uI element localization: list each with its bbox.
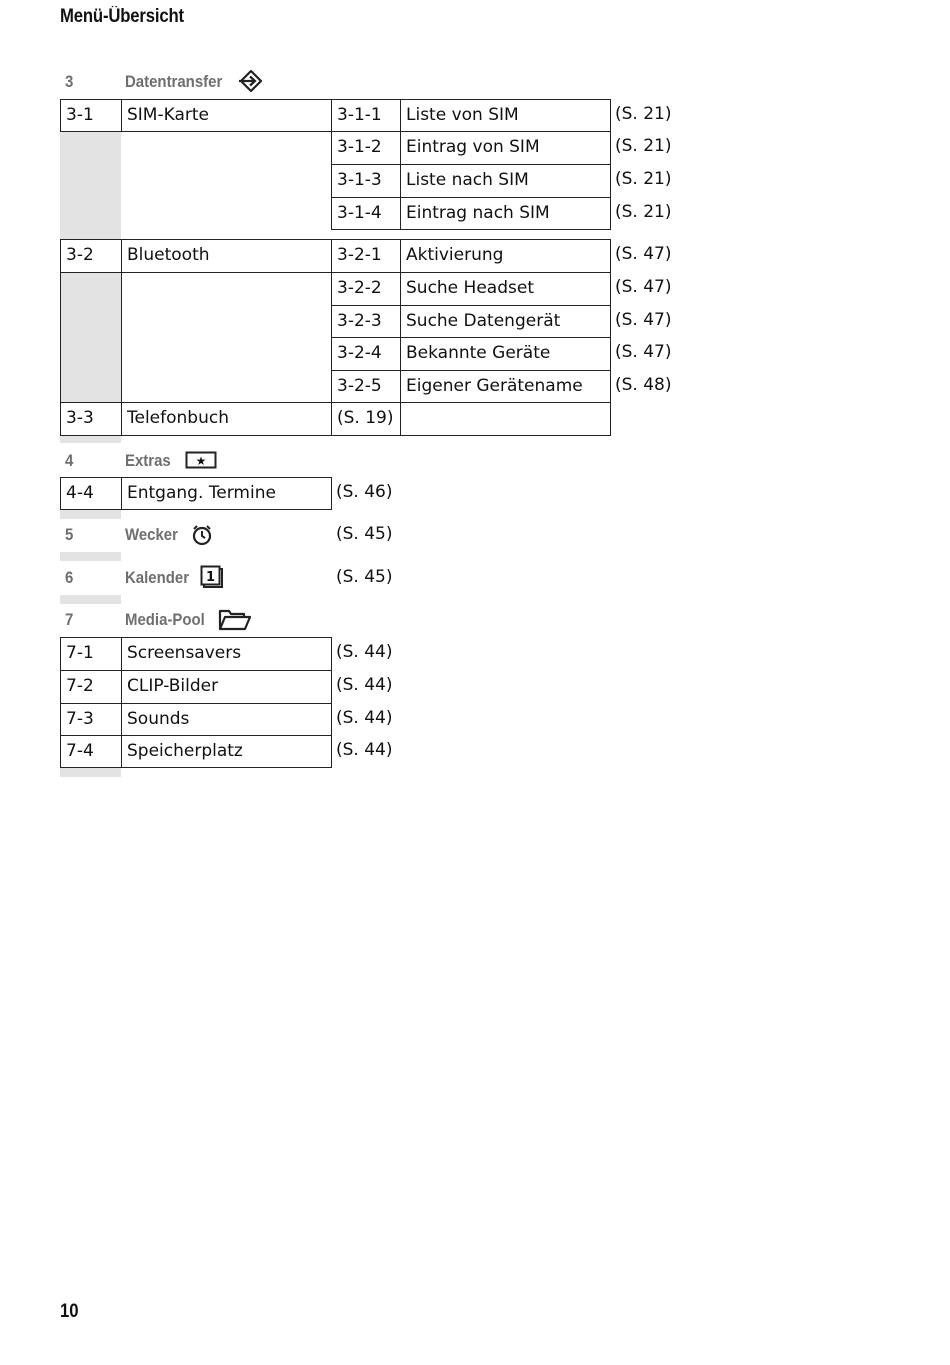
section-number: 7 [65, 610, 74, 629]
svg-text:1: 1 [205, 570, 216, 585]
menu-id: 7-3 [60, 703, 122, 736]
row-spacer [60, 552, 121, 561]
submenu-id: 3-1-4 [331, 197, 401, 230]
page-reference: (S. 45) [336, 567, 393, 587]
menu-id: 3-1 [60, 99, 122, 132]
submenu-id: 3-1-3 [331, 164, 401, 198]
menu-label: SIM-Karte [121, 99, 332, 132]
menu-id: 3-2 [60, 239, 122, 273]
row-left-border [60, 272, 61, 403]
submenu-label: Bekannte Geräte [400, 337, 611, 371]
menu-label: Screensavers [121, 637, 332, 671]
page-reference: (S. 21) [615, 169, 672, 189]
section-number: 5 [65, 525, 74, 544]
page-reference: (S. 47) [615, 310, 672, 330]
submenu-label: Eigener Gerätename [400, 370, 611, 403]
star-key-icon [185, 451, 217, 469]
menu-label-continuation [121, 272, 332, 403]
page-reference: (S. 48) [615, 375, 672, 395]
page-reference: (S. 47) [615, 244, 672, 264]
row-spacer [60, 509, 121, 519]
menu-label: Sounds [121, 703, 332, 736]
menu-label: CLIP-Bilder [121, 670, 332, 704]
menu-id: 3-3 [60, 402, 122, 436]
submenu-id: 3-1-1 [331, 99, 401, 132]
submenu-id: 3-2-4 [331, 337, 401, 371]
svg-text:★: ★ [195, 454, 207, 468]
row-spacer [60, 767, 121, 777]
submenu-id: 3-2-3 [331, 305, 401, 338]
submenu-label: Liste von SIM [400, 99, 611, 132]
page-number: 10 [60, 1301, 79, 1322]
page-reference: (S. 44) [336, 675, 393, 695]
section-number: 3 [65, 72, 74, 91]
submenu-id: 3-2-2 [331, 272, 401, 306]
row-spacer [60, 435, 121, 443]
menu-label: Speicherplatz [121, 735, 332, 768]
empty-cell [400, 402, 611, 436]
menu-label: Telefonbuch [121, 402, 332, 436]
section-title: Extras [125, 451, 171, 470]
folder-icon [218, 608, 252, 632]
row-spacer [60, 271, 121, 403]
page-reference: (S. 21) [615, 202, 672, 222]
menu-label: Entgang. Termine [121, 477, 332, 510]
page-reference: (S. 19) [331, 402, 401, 436]
alarm-clock-icon [191, 524, 213, 546]
page-reference: (S. 44) [336, 642, 393, 662]
page-reference: (S. 21) [615, 104, 672, 124]
page-reference: (S. 44) [336, 740, 393, 760]
data-transfer-icon [237, 69, 265, 93]
menu-id: 7-1 [60, 637, 122, 671]
section-number: 4 [65, 451, 74, 470]
page-reference: (S. 21) [615, 136, 672, 156]
page-reference: (S. 45) [336, 524, 393, 544]
submenu-label: Eintrag von SIM [400, 131, 611, 165]
page-reference: (S. 44) [336, 708, 393, 728]
submenu-id: 3-2-1 [331, 239, 401, 273]
menu-label: Bluetooth [121, 239, 332, 273]
page-reference: (S. 47) [615, 342, 672, 362]
section-number: 6 [65, 568, 74, 587]
submenu-label: Suche Datengerät [400, 305, 611, 338]
submenu-label: Liste nach SIM [400, 164, 611, 198]
page-reference: (S. 46) [336, 482, 393, 502]
section-title: Media-Pool [125, 610, 205, 629]
section-title: Kalender [125, 568, 190, 587]
submenu-label: Suche Headset [400, 272, 611, 306]
section-title: Datentransfer [125, 72, 223, 91]
row-spacer [60, 131, 121, 239]
menu-id: 7-4 [60, 735, 122, 768]
page-title: Menü-Übersicht [60, 6, 184, 27]
submenu-id: 3-2-5 [331, 370, 401, 403]
menu-id: 7-2 [60, 670, 122, 704]
menu-id: 4-4 [60, 477, 122, 510]
submenu-id: 3-1-2 [331, 131, 401, 165]
row-spacer [60, 595, 121, 604]
calendar-icon [200, 565, 224, 589]
section-title: Wecker [125, 525, 178, 544]
submenu-label: Aktivierung [400, 239, 611, 273]
page-reference: (S. 47) [615, 277, 672, 297]
submenu-label: Eintrag nach SIM [400, 197, 611, 230]
